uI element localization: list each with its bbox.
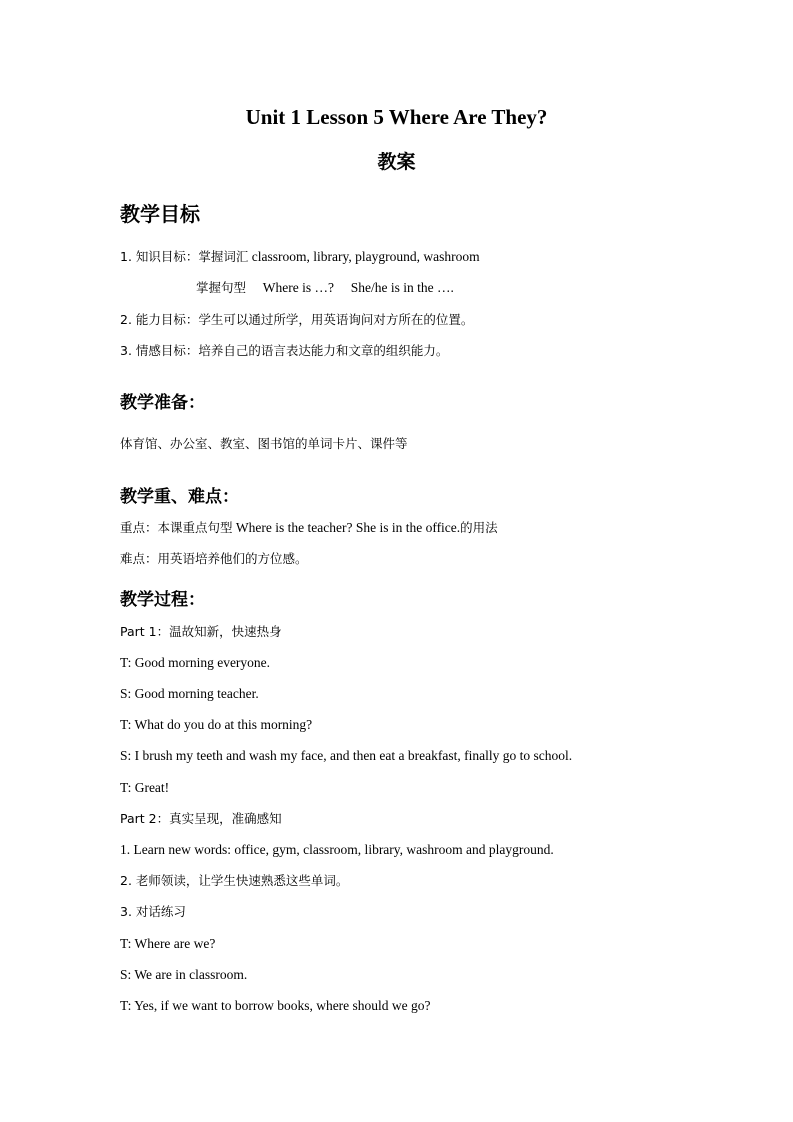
process-text: 3. 对话练习	[120, 904, 186, 919]
process-line: T: Where are we?	[120, 936, 216, 951]
document-title: Unit 1 Lesson 5 Where Are They?	[245, 105, 548, 129]
process-line	[120, 872, 348, 890]
objectives-heading: 教学目标	[120, 202, 200, 226]
objective-item-emotion	[120, 342, 448, 360]
process-line: T: What do you do at this morning?	[120, 717, 313, 732]
process-text: Part 1：温故知新，快速热身	[120, 624, 282, 639]
process-heading: 教学过程：	[120, 590, 205, 610]
process-line: 1. Learn new words: office, gym, classroom, library, washroom and playground.	[120, 842, 554, 857]
process-text: Part 2：真实呈现，准确感知	[120, 811, 282, 826]
objective-pattern-q: Where is …?	[262, 280, 334, 295]
objective-label: 2. 能力目标：学生可以通过所学，用英语询问对方所在的位置。	[120, 312, 474, 327]
process-text: 2. 老师领读，让学生快速熟悉这些单词。	[120, 873, 349, 888]
key-point-suffix: 的用法	[460, 520, 498, 535]
difficulty-body: 难点：用英语培养他们的方位感。	[120, 551, 308, 566]
process-line: S: We are in classroom.	[120, 967, 248, 982]
process-line: T: Good morning everyone.	[120, 655, 271, 670]
objective-vocab: classroom, library, playground, washroom	[251, 249, 480, 264]
key-point-sentence: Where is the teacher? She is in the office.	[235, 520, 461, 535]
objective-item-ability	[120, 311, 473, 329]
process-line	[120, 810, 282, 828]
difficulty-line	[120, 550, 308, 568]
process-line: S: I brush my teeth and wash my face, and then eat a breakfast, finally go to school.	[120, 748, 573, 763]
key-point-prefix: 重点：本课重点句型	[120, 520, 233, 535]
process-line: T: Great!	[120, 780, 170, 795]
process-line	[120, 623, 282, 641]
process-line: S: Good morning teacher.	[120, 686, 259, 701]
key-point-line	[120, 519, 498, 537]
objective-item-pattern	[196, 279, 454, 297]
objective-label: 1. 知识目标：掌握词汇	[120, 249, 249, 264]
objective-item-knowledge	[120, 248, 480, 266]
objective-label: 3. 情感目标：培养自己的语言表达能力和文章的组织能力。	[120, 343, 449, 358]
preparation-heading: 教学准备：	[120, 393, 205, 413]
preparation-body: 体育馆、办公室、教室、图书馆的单词卡片、课件等	[120, 436, 408, 451]
preparation-text	[120, 435, 408, 453]
process-line: T: Yes, if we want to borrow books, where should we go?	[120, 998, 431, 1013]
objective-pattern-a: She/he is in the ….	[350, 280, 454, 295]
objective-label: 掌握句型	[196, 280, 247, 295]
document-subtitle: 教案	[377, 151, 416, 173]
process-line	[120, 903, 186, 921]
key-points-heading: 教学重、难点：	[120, 487, 239, 507]
